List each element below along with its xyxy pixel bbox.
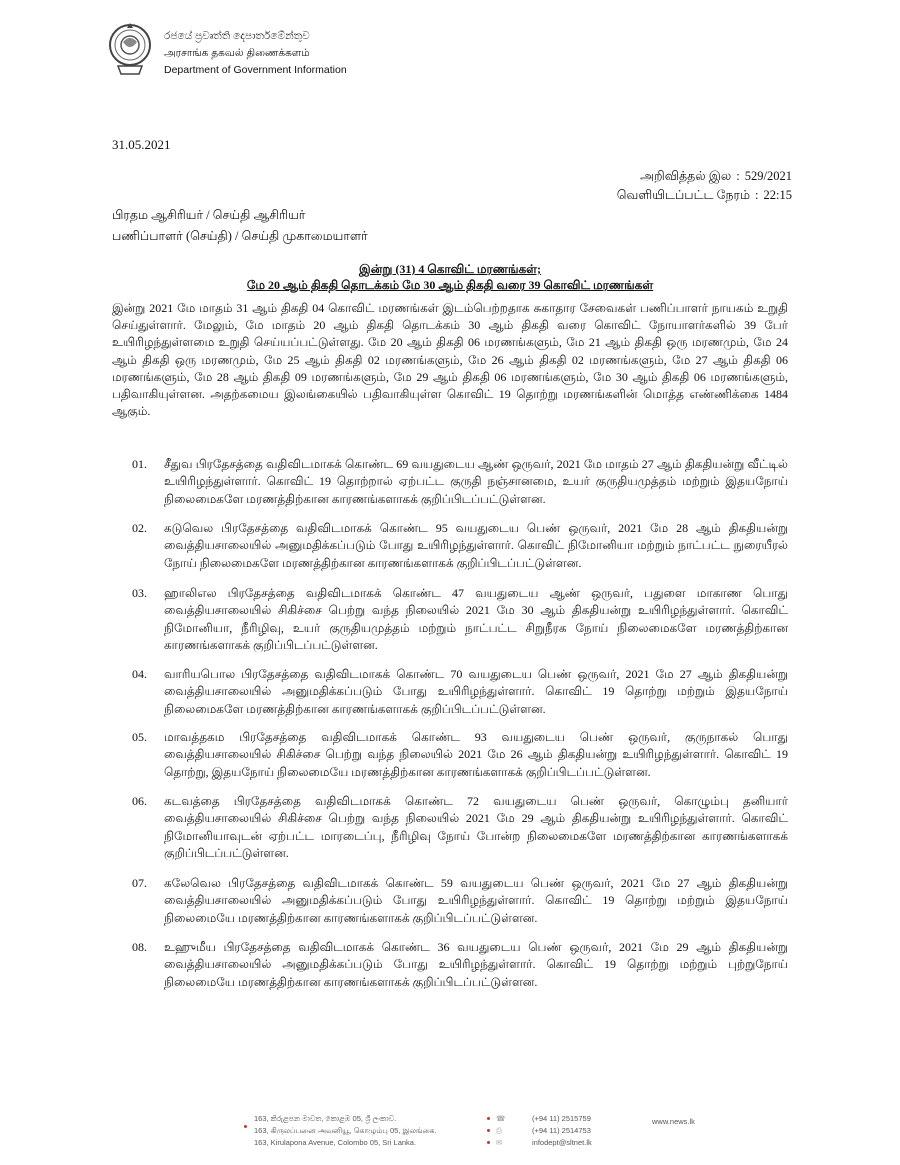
footer-fax: (+94 11) 2514753 — [532, 1126, 591, 1135]
footer-phone: (+94 11) 2515759 — [532, 1114, 591, 1123]
department-name — [164, 28, 347, 79]
list-item — [132, 666, 788, 718]
list-item — [132, 793, 788, 862]
footer-address — [254, 1113, 437, 1149]
list-item-text: உஹுமீய பிரதேசத்தை வதிவிடமாகக் கொண்ட 36 வயதுடைய பெண் ஒருவர், 2021 மே 29 ஆம் திகதியன்று வைத்தியசாலையில் அனுமதிக்கப்படும் போது உயிரிழந்துள்ளார். கொவிட் 19 தொற்று மற்றும் புற்றுநோய் நிலைமையே மரணத்திற்கான காரணங்களாகக் குறிப்பிடப்பட்டுள்ளன. — [164, 940, 788, 989]
release-time-separator: : — [755, 188, 759, 202]
release-time-value: 22:15 — [763, 188, 792, 202]
footer-bullet — [487, 1117, 490, 1120]
phone-icon: ☎ — [496, 1114, 506, 1123]
list-item — [132, 875, 788, 927]
footer-address-tamil: 163, கிருலப்பனை அவனியூ, கொழும்பு 05, இலங்கை. — [254, 1126, 437, 1135]
notice-number-label: அறிவித்தல் இல — [640, 169, 732, 183]
title-line-1: இன்று (31) 4 கொவிட் மரணங்கள்; — [359, 262, 541, 276]
list-item — [132, 585, 788, 654]
footer-contacts — [496, 1113, 592, 1149]
addressee-line-2: பணிப்பாளர் (செய்தி) / செய்தி முகாமையாளர் — [112, 229, 368, 243]
intro-paragraph: இன்று 2021 மே மாதம் 31 ஆம் திகதி 04 கொவிட் மரணங்கள் இடம்பெற்றதாக சுகாதார சேவைகள் பணிப்பாளர் நாயகம் உறுதி செய்துள்ளார். மேலும், மே மாதம் 20 ஆம் திகதி தொடக்கம் 30 ஆம் திகதி வரை கொவிட் நோயாளர்களில் 39 பேர் உயிரிழந்துள்ளமை உறுதி செய்யப்பட்டுள்ளது. மே 20 ஆம் திகதி 06 மரணங்களும், மே 21 ஆம் திகதி ஒரு மரணமும், மே 24 ஆம் திகதி ஒரு மரணமும், மே 25 ஆம் திகதி 02 மரணங்களும், மே 26 ஆம் திகதி 02 மரணங்களும், மே 27 ஆம் திகதி 06 மரணங்களும், மே 28 ஆம் திகதி 09 மரணங்களும், மே 29 ஆம் திகதி 06 மரணங்களும், மே 30 ஆம் திகதி 06 மரணங்களும், பதிவாகியுள்ளன. அதற்கமைய இலங்கையில் பதிவாகியுள்ள கொவிட் 19 தொற்று மரணங்களின் மொத்த எண்ணிக்கை 1484 ஆகும். — [112, 301, 788, 419]
letterhead-footer — [0, 1105, 900, 1165]
list-item-number: 01. — [132, 457, 147, 471]
list-item-number: 07. — [132, 876, 147, 890]
footer-address-sinhala: 163, කිරුළපන මාවත, කොළඹ 05, ශ්‍රී ලංකාව. — [254, 1114, 397, 1123]
document-date: 31.05.2021 — [112, 137, 171, 152]
list-item-number: 03. — [132, 586, 147, 600]
title-line-2: மே 20 ஆம் திகதி தொடக்கம் மே 30 ஆம் திகதி வரை 39 கொவிட் மரணங்கள் — [246, 278, 654, 292]
list-item-number: 02. — [132, 521, 147, 535]
reference-block — [617, 167, 792, 205]
list-item-number: 08. — [132, 940, 147, 954]
footer-bullet — [487, 1141, 490, 1144]
notice-separator: : — [736, 169, 740, 183]
list-item-text: ஹாலிஎல பிரதேசத்தை வதிவிடமாகக் கொண்ட 47 வயதுடைய ஆண் ஒருவர், பதுளை மாகாண பொது வைத்தியசாலையில் சிகிச்சை பெற்று வந்த நிலையில் 2021 மே 30 ஆம் திகதியன்று உயிரிழந்துள்ளார். கொவிட் நிமோனியா, நீரிழிவு, உயர் குருதியமுத்தம் மற்றும் நாட்பட்ட சிறுநீரக நோய் நிலைமைகளே மரணத்திற்கான காரணங்களாகக் குறிப்பிடப்பட்டுள்ளன. — [164, 586, 788, 652]
notice-number-value: 529/2021 — [744, 169, 792, 183]
release-time-row — [617, 186, 792, 205]
dept-name-tamil: அரசாங்க தகவல் திணைக்களம் — [164, 47, 310, 59]
government-emblem — [106, 18, 154, 80]
fax-icon: ⎙ — [496, 1126, 502, 1135]
footer-phone-row — [496, 1113, 592, 1125]
list-item-number: 04. — [132, 667, 147, 681]
list-item-text: கடவத்தை பிரதேசத்தை வதிவிடமாகக் கொண்ட 72 வயதுடைய பெண் ஒருவர், கொழும்பு தனியார் வைத்தியசாலையில் சிகிச்சை பெற்று வந்த நிலையில் 2021 மே 29 ஆம் திகதியன்று உயிரிழந்துள்ளார். கொவிட் நிமோனியாவுடன் ஏற்பட்ட மாரடைப்பு, நீரிழிவு நோய் போன்ற நிலைமைகளே மரணத்திற்கான காரணங்களாகக் குறிப்பிடப்பட்டுள்ளன. — [164, 794, 788, 860]
notice-number-row — [617, 167, 792, 186]
list-item — [132, 729, 788, 781]
list-item — [132, 456, 788, 508]
dept-name-english: Department of Government Information — [164, 64, 347, 76]
addressee-line-1: பிரதம ஆசிரியர் / செய்தி ஆசிரியர் — [112, 208, 306, 222]
footer-fax-row — [496, 1125, 592, 1137]
footer-bullet — [487, 1129, 490, 1132]
release-time-label: வெளியிடப்பட்ட நேரம் — [616, 188, 751, 202]
email-icon: ✉ — [496, 1138, 503, 1147]
list-item-number: 05. — [132, 730, 147, 744]
list-item — [132, 939, 788, 991]
footer-address-english: 163, Kirulapona Avenue, Colombo 05, Sri Lanka. — [254, 1138, 417, 1147]
footer-bullet — [244, 1125, 247, 1128]
list-item-text: சீதுவ பிரதேசத்தை வதிவிடமாகக் கொண்ட 69 வயதுடைய ஆண் ஒருவர், 2021 மே மாதம் 27 ஆம் திகதியன்று வீட்டில் உயிரிழந்துள்ளார். கொவிட் 19 தொற்றால் ஏற்பட்ட குருதி நஞ்சானமை, உயர் குருதியமுத்தம் மற்றும் இதயநோய் நிலைமைகளே மரணத்திற்கான காரணங்களாகக் குறிப்பிடப்பட்டுள்ளன. — [164, 457, 788, 506]
list-item-text: மாவத்தகம பிரதேசத்தை வதிவிடமாகக் கொண்ட 93 வயதுடைய பெண் ஒருவர், குருநாகல் பொது வைத்தியசாலையில் சிகிச்சை பெற்று வந்த நிலையில் 2021 மே 26 ஆம் திகதியன்று உயிரிழந்துள்ளார். கொவிட் 19 தொற்று, இதயநோய் நிலைமையே மரணத்திற்கான காரணங்களாகக் குறிப்பிடப்பட்டுள்ளன. — [164, 730, 788, 779]
dept-name-sinhala: රජයේ ප්‍රවෘත්ති දෙපාර්තමේන්තුව — [164, 30, 310, 42]
list-item-number: 06. — [132, 794, 147, 808]
list-item-text: வாரியபொல பிரதேசத்தை வதிவிடமாகக் கொண்ட 70 வயதுடைய பெண் ஒருவர், 2021 மே 27 ஆம் திகதியன்று வைத்தியசாலையில் அனுமதிக்கப்படும் போது உயிரிழந்துள்ளார். கொவிட் 19 தொற்று மற்றும் இதயநோய் நிலைமைகளே மரணத்திற்கான காரணங்களாகக் குறிப்பிடப்பட்டுள்ளன. — [164, 667, 788, 716]
footer-website[interactable]: www.news.lk — [652, 1117, 695, 1126]
footer-email: infodept@sltnet.lk — [532, 1138, 592, 1147]
footer-email-row — [496, 1137, 592, 1149]
list-item — [132, 520, 788, 572]
list-item-text: கலேவெல பிரதேசத்தை வதிவிடமாகக் கொண்ட 59 வயதுடைய பெண் ஒருவர், 2021 மே 27 ஆம் திகதியன்று வைத்தியசாலையில் அனுமதிக்கப்படும் போது உயிரிழந்துள்ளார். கொவிட் 19 தொற்று மற்றும் இதயநோய் நிலைமையே மரணத்திற்கான காரணங்களாகக் குறிப்பிடப்பட்டுள்ளன. — [164, 876, 788, 925]
addressees — [112, 205, 368, 247]
press-release-title — [112, 261, 788, 293]
list-item-text: கடுவெல பிரதேசத்தை வதிவிடமாகக் கொண்ட 95 வயதுடைய பெண் ஒருவர், 2021 மே 28 ஆம் திகதியன்று வைத்தியசாலையில் அனுமதிக்கப்படும் போது உயிரிழந்துள்ளார். கொவிட் நிமோனியா மற்றும் நாட்பட்ட நுரையீரல் நோய் நிலைமைகளே மரணத்திற்கான காரணங்களாகக் குறிப்பிடப்பட்டுள்ளன. — [164, 521, 788, 570]
